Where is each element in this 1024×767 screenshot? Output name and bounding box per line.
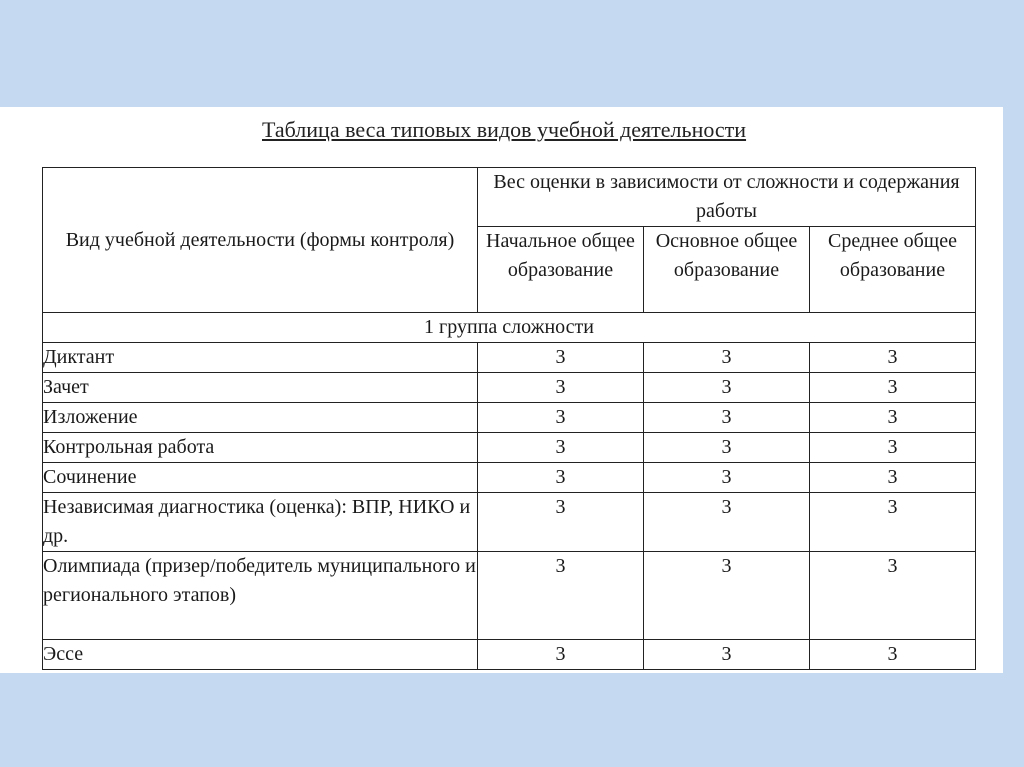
- weight-value: 3: [810, 552, 976, 640]
- weight-value: 3: [644, 552, 810, 640]
- activity-name: Эссе: [43, 640, 478, 670]
- table-row: [43, 463, 976, 493]
- table-row: [43, 640, 976, 670]
- weight-value: 3: [810, 343, 976, 373]
- weight-value: 3: [644, 373, 810, 403]
- level-header-secondary: Среднее общее образование: [810, 227, 976, 313]
- weight-value: 3: [644, 493, 810, 552]
- group-row: [43, 313, 976, 343]
- level-header-basic: Основное общее образование: [644, 227, 810, 313]
- weight-value: 3: [810, 463, 976, 493]
- activity-column-header: Вид учебной деятельности (формы контроля): [43, 168, 478, 313]
- activity-name: Контрольная работа: [43, 433, 478, 463]
- weight-value: 3: [810, 403, 976, 433]
- activity-name: Олимпиада (призер/победитель муниципального и регионального этапов): [43, 552, 478, 640]
- weight-value: 3: [810, 373, 976, 403]
- weight-value: 3: [478, 433, 644, 463]
- document-page: [0, 107, 1003, 673]
- weight-value: 3: [478, 463, 644, 493]
- weight-value: 3: [478, 493, 644, 552]
- weight-value: 3: [478, 640, 644, 670]
- weight-value: 3: [478, 343, 644, 373]
- table-row: [43, 343, 976, 373]
- table-row: [43, 373, 976, 403]
- weight-table: [42, 167, 976, 670]
- header-row: [43, 168, 976, 227]
- group-label: 1 группа сложности: [43, 313, 976, 343]
- table-row: [43, 552, 976, 640]
- weight-value: 3: [810, 493, 976, 552]
- activity-name: Сочинение: [43, 463, 478, 493]
- weight-value: 3: [478, 403, 644, 433]
- table-row: [43, 433, 976, 463]
- weight-column-header: Вес оценки в зависимости от сложности и содержания работы: [478, 168, 976, 227]
- activity-name: Зачет: [43, 373, 478, 403]
- table-title: Таблица веса типовых видов учебной деятельности: [262, 117, 747, 142]
- activity-name: Независимая диагностика (оценка): ВПР, НИКО и др.: [43, 493, 478, 552]
- weight-value: 3: [644, 343, 810, 373]
- weight-value: 3: [810, 640, 976, 670]
- weight-value: 3: [644, 403, 810, 433]
- table-row: [43, 493, 976, 552]
- weight-value: 3: [644, 640, 810, 670]
- weight-value: 3: [478, 373, 644, 403]
- level-header-primary: Начальное общее образование: [478, 227, 644, 313]
- weight-value: 3: [810, 433, 976, 463]
- activity-name: Изложение: [43, 403, 478, 433]
- weight-value: 3: [644, 433, 810, 463]
- activity-name: Диктант: [43, 343, 478, 373]
- weight-value: 3: [644, 463, 810, 493]
- table-row: [43, 403, 976, 433]
- weight-value: 3: [478, 552, 644, 640]
